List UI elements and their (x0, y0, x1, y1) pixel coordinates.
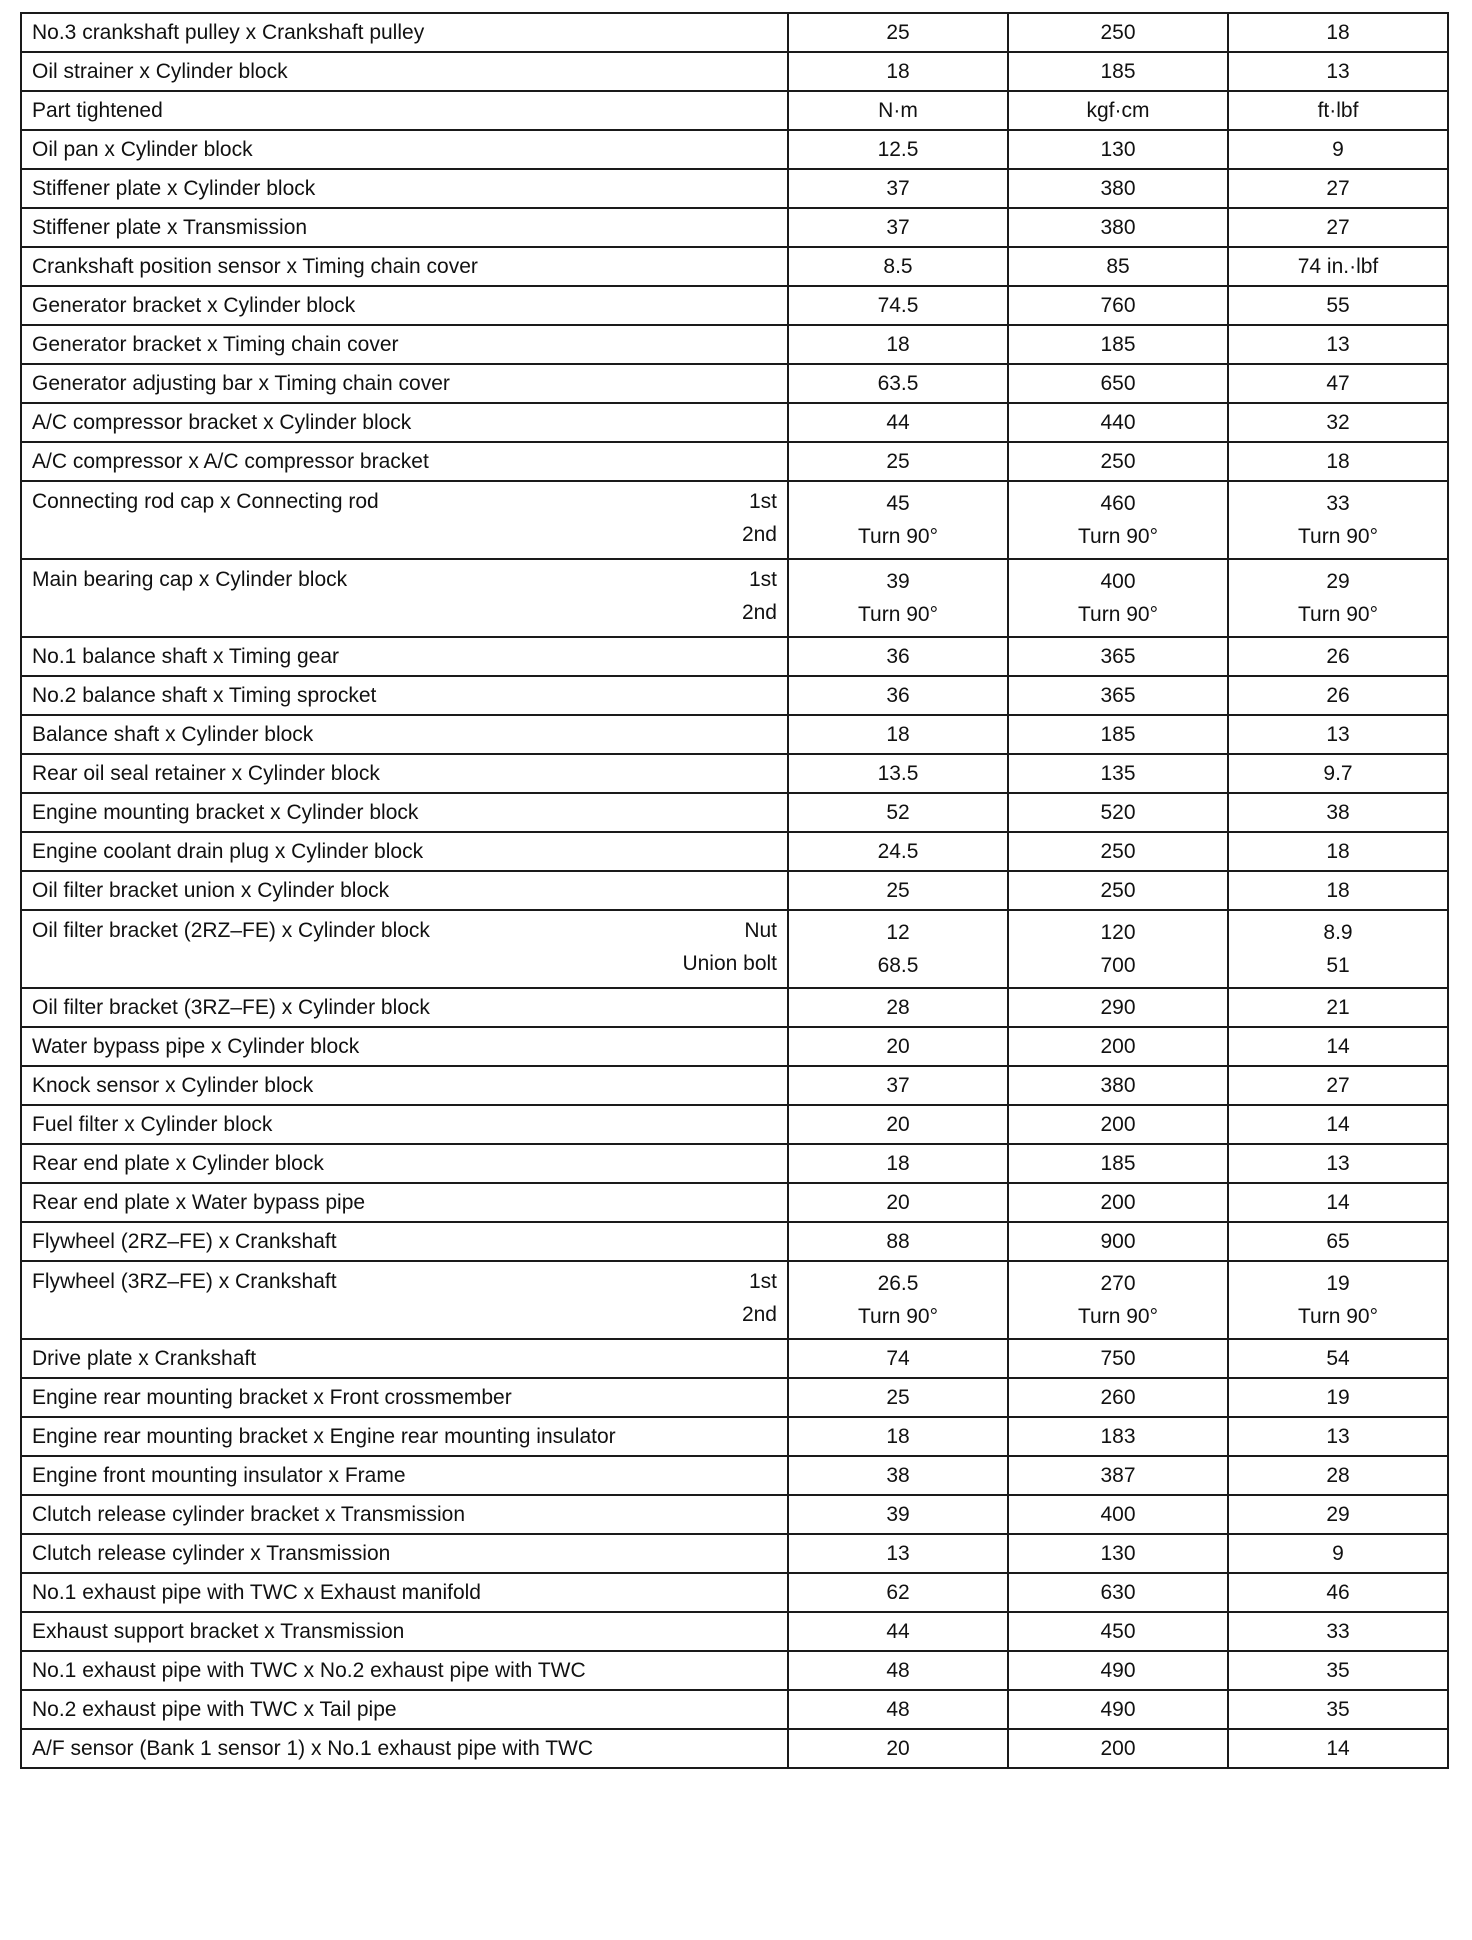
value-line: 39 (886, 570, 910, 593)
value-cell-ftlbf: 27 (1228, 1066, 1448, 1105)
value-cell-ftlbf: ft·lbf (1228, 91, 1448, 130)
value-cell-nm: 52 (788, 793, 1008, 832)
step-labels (742, 485, 777, 551)
table-row (21, 1261, 1448, 1339)
table-row (21, 1651, 1448, 1690)
part-cell: Oil filter bracket union x Cylinder block (21, 871, 788, 910)
value-cell-kgf: 380 (1008, 169, 1228, 208)
value-line: 33 (1326, 492, 1350, 515)
step-label: Nut (744, 919, 777, 942)
part-cell: Rear end plate x Cylinder block (21, 1144, 788, 1183)
value-cell-nm: 63.5 (788, 364, 1008, 403)
value-cell-ftlbf: 35 (1228, 1651, 1448, 1690)
value-cell-nm: 36 (788, 637, 1008, 676)
value-cell-nm: 74.5 (788, 286, 1008, 325)
value-cell-nm (788, 559, 1008, 637)
value-cell-nm: 18 (788, 1144, 1008, 1183)
value-cell-kgf: kgf·cm (1008, 91, 1228, 130)
step-label: Union bolt (682, 952, 777, 975)
table-row (21, 130, 1448, 169)
value-cell-nm: 13 (788, 1534, 1008, 1573)
value-cell-kgf: 200 (1008, 1027, 1228, 1066)
table-row (21, 1222, 1448, 1261)
value-cell-nm: 74 (788, 1339, 1008, 1378)
value-cell-nm: 39 (788, 1495, 1008, 1534)
table-row (21, 1417, 1448, 1456)
table-row (21, 286, 1448, 325)
value-cell-ftlbf: 33 (1228, 1612, 1448, 1651)
value-cell-kgf (1008, 481, 1228, 559)
table-row (21, 754, 1448, 793)
value-cell-ftlbf: 18 (1228, 13, 1448, 52)
part-cell: Oil filter bracket (3RZ–FE) x Cylinder block (21, 988, 788, 1027)
value-cell-nm: 48 (788, 1690, 1008, 1729)
value-cell-ftlbf: 9 (1228, 1534, 1448, 1573)
table-row (21, 1339, 1448, 1378)
part-cell (21, 559, 788, 637)
value-cell-kgf (1008, 559, 1228, 637)
value-cell-nm (788, 1261, 1008, 1339)
value-cell-nm: 20 (788, 1027, 1008, 1066)
value-line: 120 (1100, 921, 1136, 944)
value-line: 700 (1100, 954, 1136, 977)
part-cell: Flywheel (2RZ–FE) x Crankshaft (21, 1222, 788, 1261)
value-cell-ftlbf: 13 (1228, 52, 1448, 91)
value-cell-ftlbf: 14 (1228, 1105, 1448, 1144)
part-cell: Engine front mounting insulator x Frame (21, 1456, 788, 1495)
value-line: Turn 90° (1298, 1305, 1378, 1328)
value-cell-kgf: 260 (1008, 1378, 1228, 1417)
table-row (21, 715, 1448, 754)
value-cell-kgf: 400 (1008, 1495, 1228, 1534)
table-row (21, 1144, 1448, 1183)
table-row (21, 169, 1448, 208)
value-cell-kgf: 380 (1008, 1066, 1228, 1105)
value-cell-ftlbf: 13 (1228, 1417, 1448, 1456)
value-cell-kgf: 365 (1008, 676, 1228, 715)
value-cell-nm: 25 (788, 442, 1008, 481)
value-cell-kgf: 490 (1008, 1690, 1228, 1729)
value-cell-kgf: 130 (1008, 130, 1228, 169)
value-cell-ftlbf (1228, 481, 1448, 559)
table-row (21, 481, 1448, 559)
part-cell: Engine rear mounting bracket x Front crossmember (21, 1378, 788, 1417)
value-line: Turn 90° (858, 603, 938, 626)
value-cell-kgf: 183 (1008, 1417, 1228, 1456)
value-cell-nm: 25 (788, 871, 1008, 910)
value-cell-ftlbf: 65 (1228, 1222, 1448, 1261)
value-cell-kgf: 630 (1008, 1573, 1228, 1612)
part-cell: No.1 balance shaft x Timing gear (21, 637, 788, 676)
value-line: Turn 90° (1078, 525, 1158, 548)
table-row (21, 832, 1448, 871)
value-cell-kgf: 365 (1008, 637, 1228, 676)
value-cell-kgf: 490 (1008, 1651, 1228, 1690)
value-cell-kgf: 760 (1008, 286, 1228, 325)
step-labels (682, 914, 777, 980)
value-cell-nm: 25 (788, 13, 1008, 52)
value-cell-kgf: 520 (1008, 793, 1228, 832)
value-line: Turn 90° (858, 525, 938, 548)
value-cell-nm: 28 (788, 988, 1008, 1027)
value-cell-ftlbf: 9.7 (1228, 754, 1448, 793)
part-cell: Oil strainer x Cylinder block (21, 52, 788, 91)
value-cell-ftlbf: 14 (1228, 1729, 1448, 1768)
value-line: 460 (1100, 492, 1136, 515)
part-cell: Balance shaft x Cylinder block (21, 715, 788, 754)
step-labels (742, 1265, 777, 1331)
part-cell: Generator adjusting bar x Timing chain cover (21, 364, 788, 403)
part-name: Oil filter bracket (2RZ–FE) x Cylinder block (32, 919, 430, 942)
table-row (21, 1105, 1448, 1144)
value-cell-ftlbf: 18 (1228, 871, 1448, 910)
part-cell (21, 1261, 788, 1339)
value-cell-ftlbf: 14 (1228, 1183, 1448, 1222)
value-cell-nm: 44 (788, 1612, 1008, 1651)
value-cell-kgf (1008, 1261, 1228, 1339)
value-cell-ftlbf: 29 (1228, 1495, 1448, 1534)
part-cell: A/F sensor (Bank 1 sensor 1) x No.1 exhaust pipe with TWC (21, 1729, 788, 1768)
part-cell: No.1 exhaust pipe with TWC x No.2 exhaust pipe with TWC (21, 1651, 788, 1690)
value-cell-nm: 44 (788, 403, 1008, 442)
part-cell: Engine coolant drain plug x Cylinder block (21, 832, 788, 871)
table-row (21, 1066, 1448, 1105)
value-cell-nm: 18 (788, 1417, 1008, 1456)
table-row (21, 13, 1448, 52)
table-row (21, 1183, 1448, 1222)
part-cell: Water bypass pipe x Cylinder block (21, 1027, 788, 1066)
part-cell: No.2 balance shaft x Timing sprocket (21, 676, 788, 715)
value-cell-ftlbf: 26 (1228, 637, 1448, 676)
torque-table-body (21, 13, 1448, 1768)
step-label: 1st (748, 1270, 777, 1293)
table-row (21, 208, 1448, 247)
part-cell: Exhaust support bracket x Transmission (21, 1612, 788, 1651)
part-cell: Drive plate x Crankshaft (21, 1339, 788, 1378)
part-name: Connecting rod cap x Connecting rod (32, 490, 379, 513)
table-row (21, 403, 1448, 442)
value-line: Turn 90° (1078, 603, 1158, 626)
table-row (21, 91, 1448, 130)
step-label: 2nd (741, 601, 777, 624)
table-row (21, 442, 1448, 481)
value-cell-kgf: 250 (1008, 832, 1228, 871)
value-cell-ftlbf: 26 (1228, 676, 1448, 715)
value-cell-nm: 13.5 (788, 754, 1008, 793)
step-label: 1st (748, 490, 777, 513)
value-cell-kgf: 450 (1008, 1612, 1228, 1651)
value-cell-kgf: 290 (1008, 988, 1228, 1027)
table-row (21, 910, 1448, 988)
value-cell-ftlbf (1228, 1261, 1448, 1339)
table-row (21, 325, 1448, 364)
value-cell-ftlbf: 13 (1228, 325, 1448, 364)
value-cell-ftlbf: 32 (1228, 403, 1448, 442)
value-cell-nm: 12.5 (788, 130, 1008, 169)
part-cell: Rear end plate x Water bypass pipe (21, 1183, 788, 1222)
value-cell-kgf: 130 (1008, 1534, 1228, 1573)
value-cell-nm: 24.5 (788, 832, 1008, 871)
table-row (21, 247, 1448, 286)
part-cell: Knock sensor x Cylinder block (21, 1066, 788, 1105)
step-label: 2nd (741, 1303, 777, 1326)
value-line: 19 (1326, 1272, 1350, 1295)
part-cell: Generator bracket x Timing chain cover (21, 325, 788, 364)
value-cell-kgf: 380 (1008, 208, 1228, 247)
value-line: 270 (1100, 1272, 1136, 1295)
step-labels (742, 563, 777, 629)
table-row (21, 1534, 1448, 1573)
value-cell-ftlbf (1228, 559, 1448, 637)
part-name: Main bearing cap x Cylinder block (32, 568, 348, 591)
table-row (21, 1495, 1448, 1534)
value-line: Turn 90° (1298, 603, 1378, 626)
value-line: 26.5 (877, 1272, 919, 1295)
part-name: Flywheel (3RZ–FE) x Crankshaft (32, 1270, 337, 1293)
value-line: 45 (886, 492, 910, 515)
part-cell: Part tightened (21, 91, 788, 130)
value-line: 12 (886, 921, 910, 944)
value-cell-nm: 37 (788, 1066, 1008, 1105)
table-row (21, 871, 1448, 910)
value-cell-kgf: 440 (1008, 403, 1228, 442)
value-cell-kgf: 750 (1008, 1339, 1228, 1378)
value-cell-ftlbf: 18 (1228, 832, 1448, 871)
table-row (21, 1690, 1448, 1729)
value-cell-ftlbf: 38 (1228, 793, 1448, 832)
value-cell-kgf: 900 (1008, 1222, 1228, 1261)
value-cell-ftlbf: 9 (1228, 130, 1448, 169)
part-cell: A/C compressor bracket x Cylinder block (21, 403, 788, 442)
value-cell-ftlbf: 35 (1228, 1690, 1448, 1729)
value-cell-kgf: 135 (1008, 754, 1228, 793)
part-cell (21, 481, 788, 559)
table-row (21, 793, 1448, 832)
value-cell-kgf: 650 (1008, 364, 1228, 403)
value-cell-nm (788, 481, 1008, 559)
table-row (21, 676, 1448, 715)
value-cell-nm: 18 (788, 325, 1008, 364)
value-cell-nm: 38 (788, 1456, 1008, 1495)
step-label: 2nd (741, 523, 777, 546)
value-line: 68.5 (877, 954, 919, 977)
value-cell-kgf: 185 (1008, 325, 1228, 364)
part-cell: Clutch release cylinder bracket x Transmission (21, 1495, 788, 1534)
part-cell: Generator bracket x Cylinder block (21, 286, 788, 325)
value-line: 51 (1326, 954, 1350, 977)
table-row (21, 364, 1448, 403)
value-cell-nm: 18 (788, 52, 1008, 91)
table-row (21, 988, 1448, 1027)
value-line: 8.9 (1323, 921, 1353, 944)
part-cell: Engine rear mounting bracket x Engine rear mounting insulator (21, 1417, 788, 1456)
value-cell-kgf: 85 (1008, 247, 1228, 286)
part-cell: Clutch release cylinder x Transmission (21, 1534, 788, 1573)
value-cell-ftlbf: 27 (1228, 208, 1448, 247)
value-cell-ftlbf: 18 (1228, 442, 1448, 481)
part-cell: Stiffener plate x Cylinder block (21, 169, 788, 208)
value-cell-ftlbf: 13 (1228, 715, 1448, 754)
value-line: Turn 90° (858, 1305, 938, 1328)
value-cell-ftlbf (1228, 910, 1448, 988)
value-cell-ftlbf: 28 (1228, 1456, 1448, 1495)
value-cell-nm: 25 (788, 1378, 1008, 1417)
part-cell: No.3 crankshaft pulley x Crankshaft pulley (21, 13, 788, 52)
part-cell: Rear oil seal retainer x Cylinder block (21, 754, 788, 793)
table-row (21, 1573, 1448, 1612)
part-cell: No.1 exhaust pipe with TWC x Exhaust manifold (21, 1573, 788, 1612)
part-cell (21, 910, 788, 988)
value-cell-kgf: 250 (1008, 442, 1228, 481)
value-cell-kgf (1008, 910, 1228, 988)
part-cell: Fuel filter x Cylinder block (21, 1105, 788, 1144)
value-line: Turn 90° (1298, 525, 1378, 548)
value-cell-ftlbf: 74 in.·lbf (1228, 247, 1448, 286)
table-row (21, 1729, 1448, 1768)
value-cell-ftlbf: 27 (1228, 169, 1448, 208)
torque-spec-table (20, 12, 1449, 1769)
value-cell-nm: 20 (788, 1183, 1008, 1222)
part-cell: Stiffener plate x Transmission (21, 208, 788, 247)
value-cell-ftlbf: 14 (1228, 1027, 1448, 1066)
value-line: 29 (1326, 570, 1350, 593)
value-cell-nm: N·m (788, 91, 1008, 130)
value-cell-kgf: 200 (1008, 1183, 1228, 1222)
value-cell-ftlbf: 47 (1228, 364, 1448, 403)
part-cell: No.2 exhaust pipe with TWC x Tail pipe (21, 1690, 788, 1729)
value-cell-nm (788, 910, 1008, 988)
value-cell-ftlbf: 55 (1228, 286, 1448, 325)
table-row (21, 1456, 1448, 1495)
value-cell-nm: 37 (788, 169, 1008, 208)
value-cell-nm: 18 (788, 715, 1008, 754)
part-cell: Crankshaft position sensor x Timing chain cover (21, 247, 788, 286)
value-cell-kgf: 185 (1008, 1144, 1228, 1183)
value-cell-kgf: 250 (1008, 871, 1228, 910)
table-row (21, 52, 1448, 91)
value-cell-ftlbf: 54 (1228, 1339, 1448, 1378)
value-cell-kgf: 200 (1008, 1105, 1228, 1144)
value-cell-nm: 20 (788, 1729, 1008, 1768)
value-cell-nm: 20 (788, 1105, 1008, 1144)
value-cell-ftlbf: 21 (1228, 988, 1448, 1027)
part-cell: Oil pan x Cylinder block (21, 130, 788, 169)
value-cell-nm: 48 (788, 1651, 1008, 1690)
part-cell: A/C compressor x A/C compressor bracket (21, 442, 788, 481)
table-row (21, 1612, 1448, 1651)
value-cell-nm: 88 (788, 1222, 1008, 1261)
table-row (21, 559, 1448, 637)
step-label: 1st (748, 568, 777, 591)
value-cell-kgf: 200 (1008, 1729, 1228, 1768)
value-cell-nm: 8.5 (788, 247, 1008, 286)
value-cell-kgf: 185 (1008, 52, 1228, 91)
value-cell-kgf: 185 (1008, 715, 1228, 754)
value-cell-nm: 37 (788, 208, 1008, 247)
part-cell: Engine mounting bracket x Cylinder block (21, 793, 788, 832)
table-row (21, 637, 1448, 676)
value-cell-kgf: 250 (1008, 13, 1228, 52)
value-line: 400 (1100, 570, 1136, 593)
value-cell-ftlbf: 46 (1228, 1573, 1448, 1612)
value-cell-nm: 36 (788, 676, 1008, 715)
table-row (21, 1027, 1448, 1066)
value-cell-ftlbf: 13 (1228, 1144, 1448, 1183)
value-cell-kgf: 387 (1008, 1456, 1228, 1495)
table-row (21, 1378, 1448, 1417)
value-line: Turn 90° (1078, 1305, 1158, 1328)
value-cell-ftlbf: 19 (1228, 1378, 1448, 1417)
value-cell-nm: 62 (788, 1573, 1008, 1612)
